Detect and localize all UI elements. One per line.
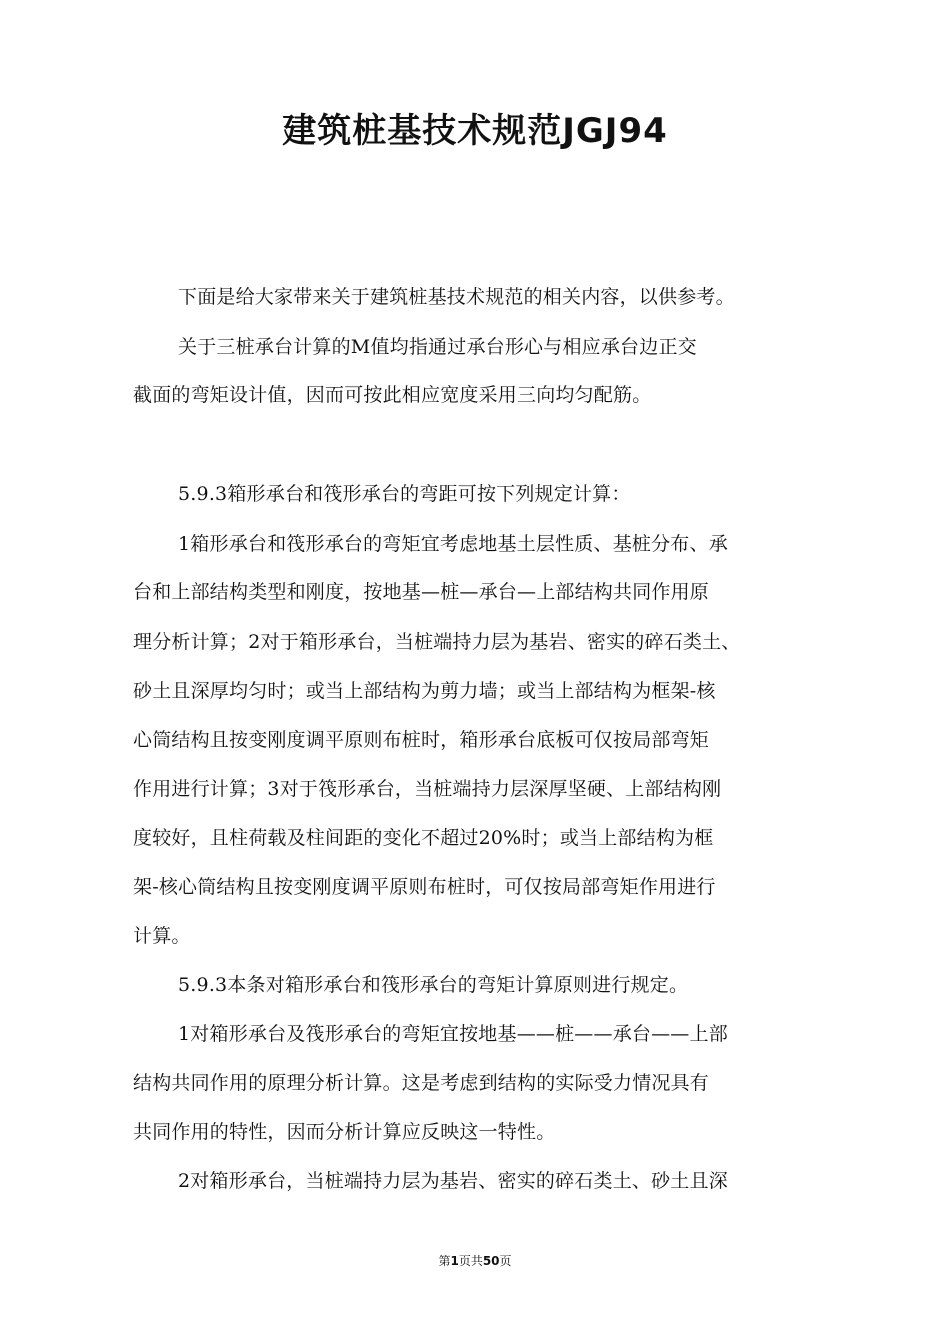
paragraph-line: 下面是给大家带来关于建筑桩基技术规范的相关内容，以供参考。 bbox=[178, 286, 735, 308]
paragraph-line: 截面的弯矩设计值，因而可按此相应宽度采用三向均匀配筋。 bbox=[133, 384, 652, 406]
paragraph-line: 架-核心筒结构且按变刚度调平原则布桩时，可仅按局部弯矩作用进行 bbox=[133, 876, 716, 898]
paragraph-line: 作用进行计算；3对于筏形承台，当桩端持力层深厚坚硬、上部结构刚 bbox=[133, 778, 722, 800]
paragraph-line: 共同作用的特性，因而分析计算应反映这一特性。 bbox=[133, 1121, 556, 1143]
footer-middle: 页共 bbox=[458, 1254, 483, 1268]
paragraph-line: 5.9.3箱形承台和筏形承台的弯距可按下列规定计算： bbox=[178, 483, 631, 505]
footer-total-pages: 50 bbox=[482, 1254, 500, 1268]
paragraph-line: 度较好，且柱荷载及柱间距的变化不超过20%时；或当上部结构为框 bbox=[133, 827, 714, 849]
footer-suffix: 页 bbox=[499, 1254, 512, 1268]
paragraph-line: 结构共同作用的原理分析计算。这是考虑到结构的实际受力情况具有 bbox=[133, 1072, 710, 1094]
paragraph-line: 心筒结构且按变刚度调平原则布桩时，箱形承台底板可仅按局部弯矩 bbox=[133, 729, 710, 751]
paragraph-line: 5.9.3本条对箱形承台和筏形承台的弯矩计算原则进行规定。 bbox=[178, 974, 689, 996]
paragraph-line: 1对箱形承台及筏形承台的弯矩宜按地基——桩——承台——上部 bbox=[178, 1023, 728, 1045]
footer-prefix: 第 bbox=[438, 1254, 451, 1268]
footer-page-number: 1 bbox=[450, 1254, 459, 1268]
paragraph-line: 计算。 bbox=[133, 925, 191, 947]
document-title: 建筑桩基技术规范JGJ94 bbox=[282, 111, 668, 151]
page-footer bbox=[0, 1252, 950, 1269]
paragraph-line: 台和上部结构类型和刚度，按地基—桩—承台—上部结构共同作用原 bbox=[133, 581, 710, 603]
paragraph-line: 砂土且深厚均匀时；或当上部结构为剪力墙；或当上部结构为框架-核 bbox=[133, 680, 716, 702]
paragraph-line: 2对箱形承台，当桩端持力层为基岩、密实的碎石类土、砂土且深 bbox=[178, 1170, 728, 1192]
paragraph-line: 1箱形承台和筏形承台的弯矩宜考虑地基土层性质、基桩分布、承 bbox=[178, 533, 728, 555]
paragraph-line: 理分析计算；2对于箱形承台，当桩端持力层为基岩、密实的碎石类土、 bbox=[133, 631, 741, 653]
paragraph-line: 关于三桩承台计算的M值均指通过承台形心与相应承台边正交 bbox=[178, 336, 697, 358]
